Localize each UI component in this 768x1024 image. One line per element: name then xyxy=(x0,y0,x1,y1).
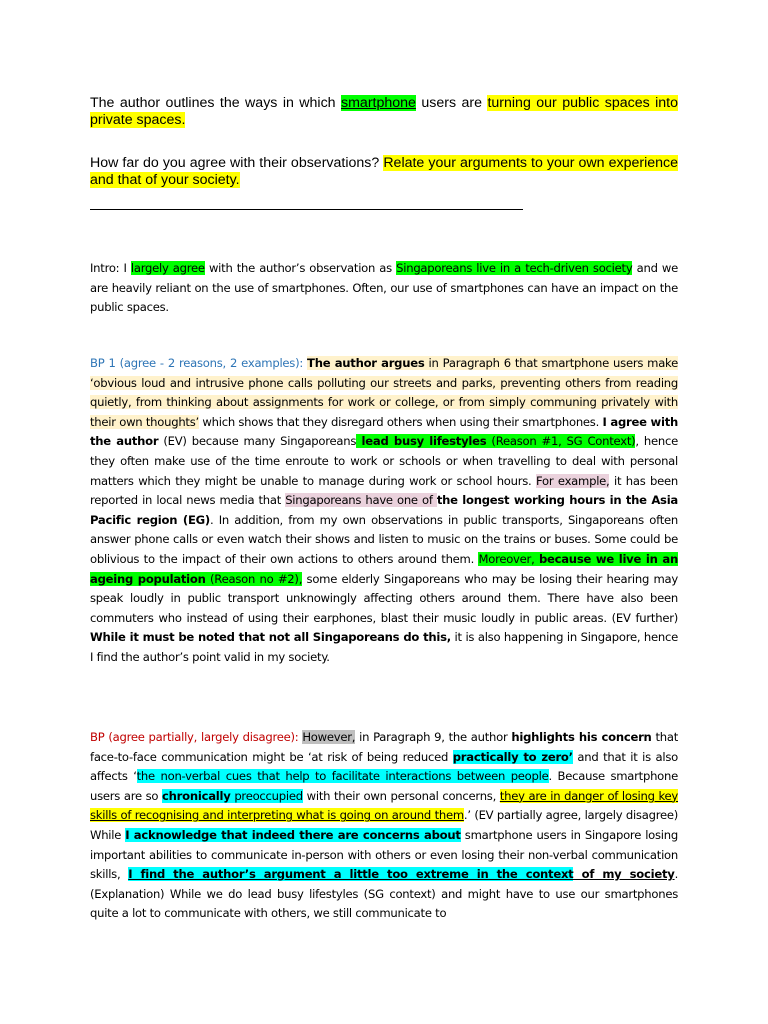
highlight-reason: Moreover, xyxy=(478,551,539,566)
question-text: How far do you agree with their observations? xyxy=(90,155,384,171)
body-paragraph-2: BP (agree partially, largely disagree): However, in Paragraph 9, the author highlights his concern that face-to-face communication might be ‘at risk of being reduced practically to zero’ and that it is also affects ‘the non-verbal cues that help to facilitate interactions between people. Because smartphone users are so chronically preoccupied with their own personal concerns, they are in danger of losing key skills of recognising and interpreting what is going on around them.’ (EV partially agree, largely disagree) While I acknowledge that indeed there are concerns about smartphone users in Singapore losing important abilities to communicate in-person with others or even losing their non-verbal communication skills, I find the author’s argument a little too extreme in the context of my society. (Explanation) While we do lead busy lifestyles (SG context) and might have to use our smartphones quite a lot to communicate with others, we still communicate to xyxy=(90,730,678,921)
highlight-reason: (Reason no #2), xyxy=(205,571,303,586)
question-text: The author outlines the ways in which xyxy=(90,95,342,111)
highlight-reason: lead busy lifestyles xyxy=(356,434,487,449)
essay-question-prompt xyxy=(90,155,678,189)
highlight-quote: preoccupied xyxy=(230,788,303,803)
highlight-keyword: turning our public spaces into private spaces. xyxy=(90,95,678,128)
highlight-context: Singaporeans live in a tech-driven society xyxy=(396,261,633,275)
paragraph-label: BP 1 (agree - 2 reasons, 2 examples): xyxy=(90,356,308,370)
highlight-quote: the non-verbal cues that help to facilitate interactions between people xyxy=(136,769,549,784)
question-text: users are xyxy=(415,95,488,111)
highlight-example: For example, xyxy=(536,473,610,488)
essay-question-statement xyxy=(90,95,678,129)
intro-paragraph: Intro: I largely agree with the author’s observation as Singaporeans live in a tech-driven society and we are heavily reliant on the use of smartphones. Often, our use of smartphones can have an impact on the public spaces. xyxy=(90,261,678,315)
highlight-quote: in Paragraph 6 that smartphone users make ‘obvious loud and intrusive phone calls polluting our streets and parks, preventing others from reading quietly, from thinking about assignments for work or college, or from simply communing privately with their own thoughts’ xyxy=(90,356,678,429)
highlight-keyword: Relate your arguments to your own experience and that of your society. xyxy=(90,155,679,188)
highlight-counter: I find the author’s argument a little too extreme in the context xyxy=(128,867,574,882)
highlight-reason: (Reason #1, SG Context) xyxy=(486,434,636,449)
highlight-quote: chronically xyxy=(162,788,231,803)
highlight-example: Singaporeans have one of xyxy=(285,493,437,508)
highlight-quote: they are in danger of losing key skills of recognising and interpreting what is going on around them xyxy=(90,788,678,823)
highlight-stance: largely agree xyxy=(130,261,205,275)
body-paragraph-1: BP 1 (agree - 2 reasons, 2 examples): The author argues in Paragraph 6 that smartphone users make ‘obvious loud and intrusive phone calls polluting our streets and parks, preventing others from reading quietly, from thinking about assignments for work or college, or from simply communing privately with their own thoughts’ which shows that they disregard others when using their smartphones. I agree with the author (EV) because many Singaporeans lead busy lifestyles (Reason #1, SG Context), hence they often make use of the time enroute to work or schools or when travelling to deal with personal matters which they might be unable to manage during work or school hours. For example, it has been reported in local news media that Singaporeans have one of the longest working hours in the Asia Pacific region (EG). In addition, from my own observations in public transports, Singaporeans often answer phone calls or even watch their shows and listen to music on the trains or buses. Some could be oblivious to the impact of their own actions to others around them. Moreover, because we live in an ageing population (Reason no #2), some elderly Singaporeans who may be losing their hearing may speak loudly in public transport unknowingly affecting others around them. There have also been commuters who instead of using their earphones, blast their music loudly in public areas. (EV further) While it must be noted that not all Singaporeans do this, it is also happening in Singapore, hence I find the author’s point valid in my society. xyxy=(90,356,678,664)
highlight-reason: because we live in an ageing population xyxy=(90,551,678,586)
highlight-quote: practically to zero’ xyxy=(452,749,573,764)
divider-line xyxy=(90,209,523,210)
highlight-concession: I acknowledge that indeed there are concerns about xyxy=(125,827,461,842)
paragraph-label: BP (agree partially, largely disagree): xyxy=(90,730,303,744)
highlight-keyword: smartphone xyxy=(341,95,416,111)
